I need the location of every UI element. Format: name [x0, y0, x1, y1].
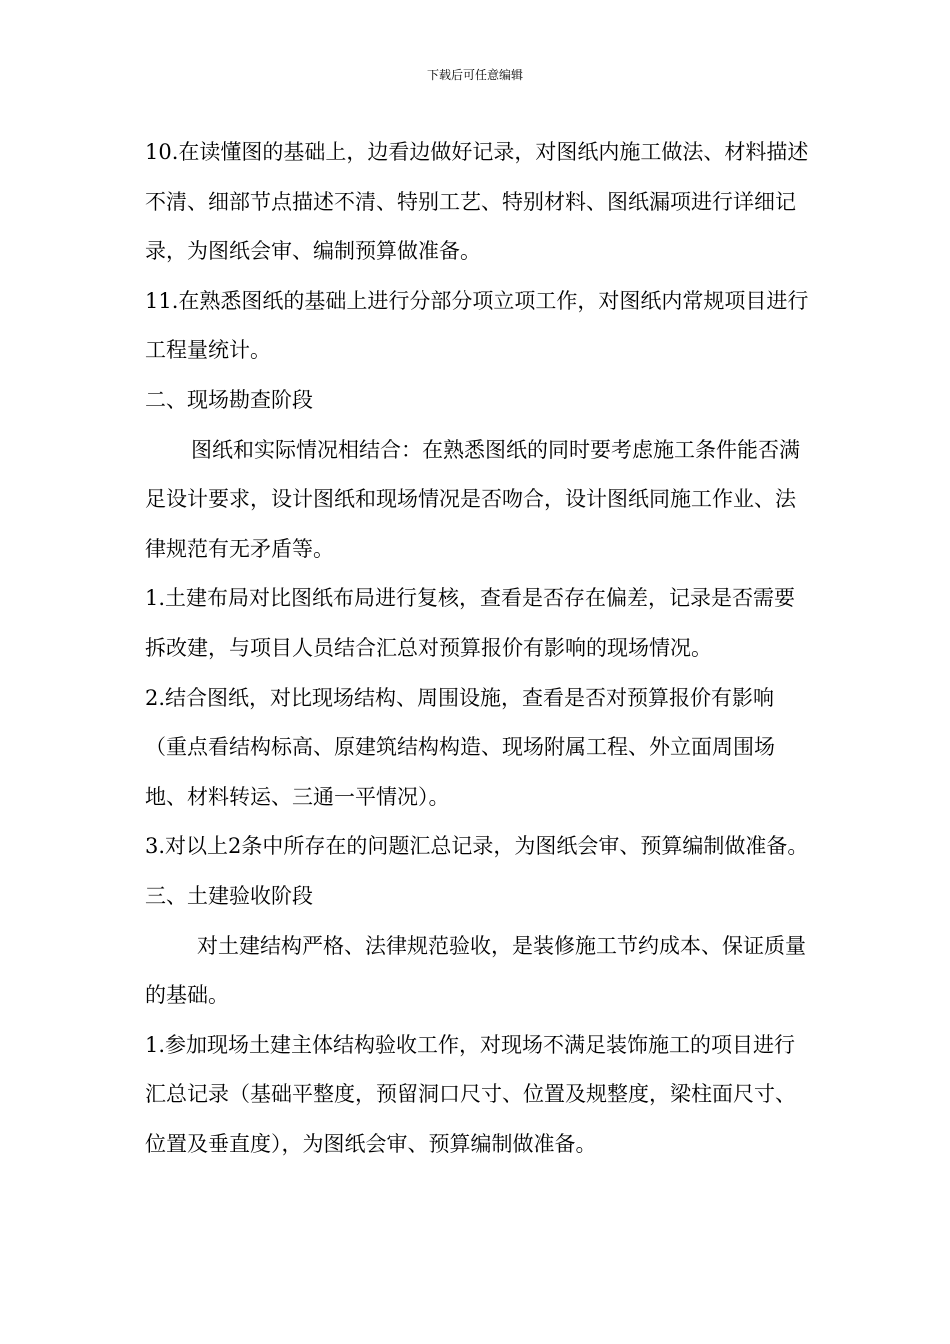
document-body [145, 128, 810, 1169]
paragraph-acceptance-intro: 对土建结构严格、法律规范验收，是装修施工节约成本、保证质量的基础。 [145, 933, 806, 1008]
paragraph-acceptance-item-1: 1.参加现场土建主体结构验收工作，对现场不满足装饰施工的项目进行汇总记录（基础平整度，预留洞口尺寸、位置及规整度，梁柱面尺寸、位置及垂直度），为图纸会审、预算编制做准备。 [145, 1032, 796, 1156]
section-heading-site-survey: 二、现场勘查阶段 [145, 387, 313, 412]
paragraph-item-11: 11.在熟悉图纸的基础上进行分部分项立项工作，对图纸内常规项目进行工程量统计。 [145, 288, 809, 363]
paragraph-site-intro: 图纸和实际情况相结合：在熟悉图纸的同时要考虑施工条件能否满足设计要求，设计图纸和现场情况是否吻合，设计图纸同施工作业、法律规范有无矛盾等。 [145, 437, 800, 561]
paragraph-site-item-2: 2.结合图纸，对比现场结构、周围设施，查看是否对预算报价有影响（重点看结构标高、原建筑结构构造、现场附属工程、外立面周围场地、材料转运、三通一平情况）。 [145, 685, 775, 809]
paragraph-item-10: 10.在读懂图的基础上，边看边做好记录，对图纸内施工做法、材料描述不清、细部节点描述不清、特别工艺、特别材料、图纸漏项进行详细记录，为图纸会审、编制预算做准备。 [145, 140, 809, 264]
page-header: 下载后可任意编辑 [426, 68, 523, 82]
paragraph-site-item-3: 3.对以上2条中所存在的问题汇总记录，为图纸会审、预算编制做准备。 [145, 834, 809, 859]
section-heading-acceptance: 三、土建验收阶段 [145, 883, 313, 908]
paragraph-site-item-1: 1.土建布局对比图纸布局进行复核，查看是否存在偏差，记录是否需要拆改建，与项目人员结合汇总对预算报价有影响的现场情况。 [145, 586, 796, 660]
